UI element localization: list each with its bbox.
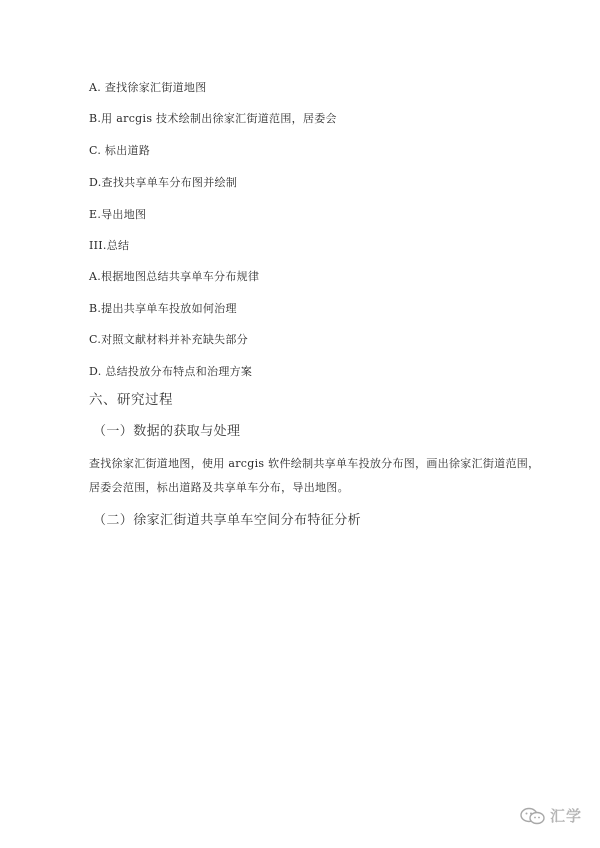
watermark-text: 汇学 bbox=[549, 807, 582, 825]
list-item-d-bike-map: D.查找共享单车分布图并绘制 bbox=[89, 176, 238, 189]
list-item-a-find-map: A. 查找徐家汇街道地图 bbox=[89, 81, 207, 94]
list-item-b-arcgis: B.用 arcgis 技术绘制出徐家汇街道范围，居委会 bbox=[89, 112, 337, 125]
list-item-c-roads: C. 标出道路 bbox=[89, 144, 151, 157]
paragraph-line-2: 居委会范围，标出道路及共享单车分布，导出地图。 bbox=[89, 481, 349, 494]
wechat-icon bbox=[520, 807, 546, 825]
list-item-d-conclusion: D. 总结投放分布特点和治理方案 bbox=[89, 365, 253, 378]
subsection-1-title: （一）数据的获取与处理 bbox=[93, 424, 241, 439]
list-item-a-summarize: A.根据地图总结共享单车分布规律 bbox=[89, 270, 260, 283]
subsection-2-title: （二）徐家汇街道共享单车空间分布特征分析 bbox=[93, 513, 362, 528]
watermark bbox=[520, 805, 582, 826]
list-item-e-export: E.导出地图 bbox=[89, 208, 147, 221]
list-item-b-governance: B.提出共享单车投放如何治理 bbox=[89, 302, 237, 315]
section-iii-summary: III.总结 bbox=[89, 239, 130, 252]
list-item-c-literature: C.对照文献材料并补充缺失部分 bbox=[89, 333, 249, 346]
paragraph-line-1: 查找徐家汇街道地图，使用 arcgis 软件绘制共享单车投放分布图，画出徐家汇街道范围， bbox=[89, 457, 540, 470]
section-6-title: 六、研究过程 bbox=[89, 392, 173, 408]
